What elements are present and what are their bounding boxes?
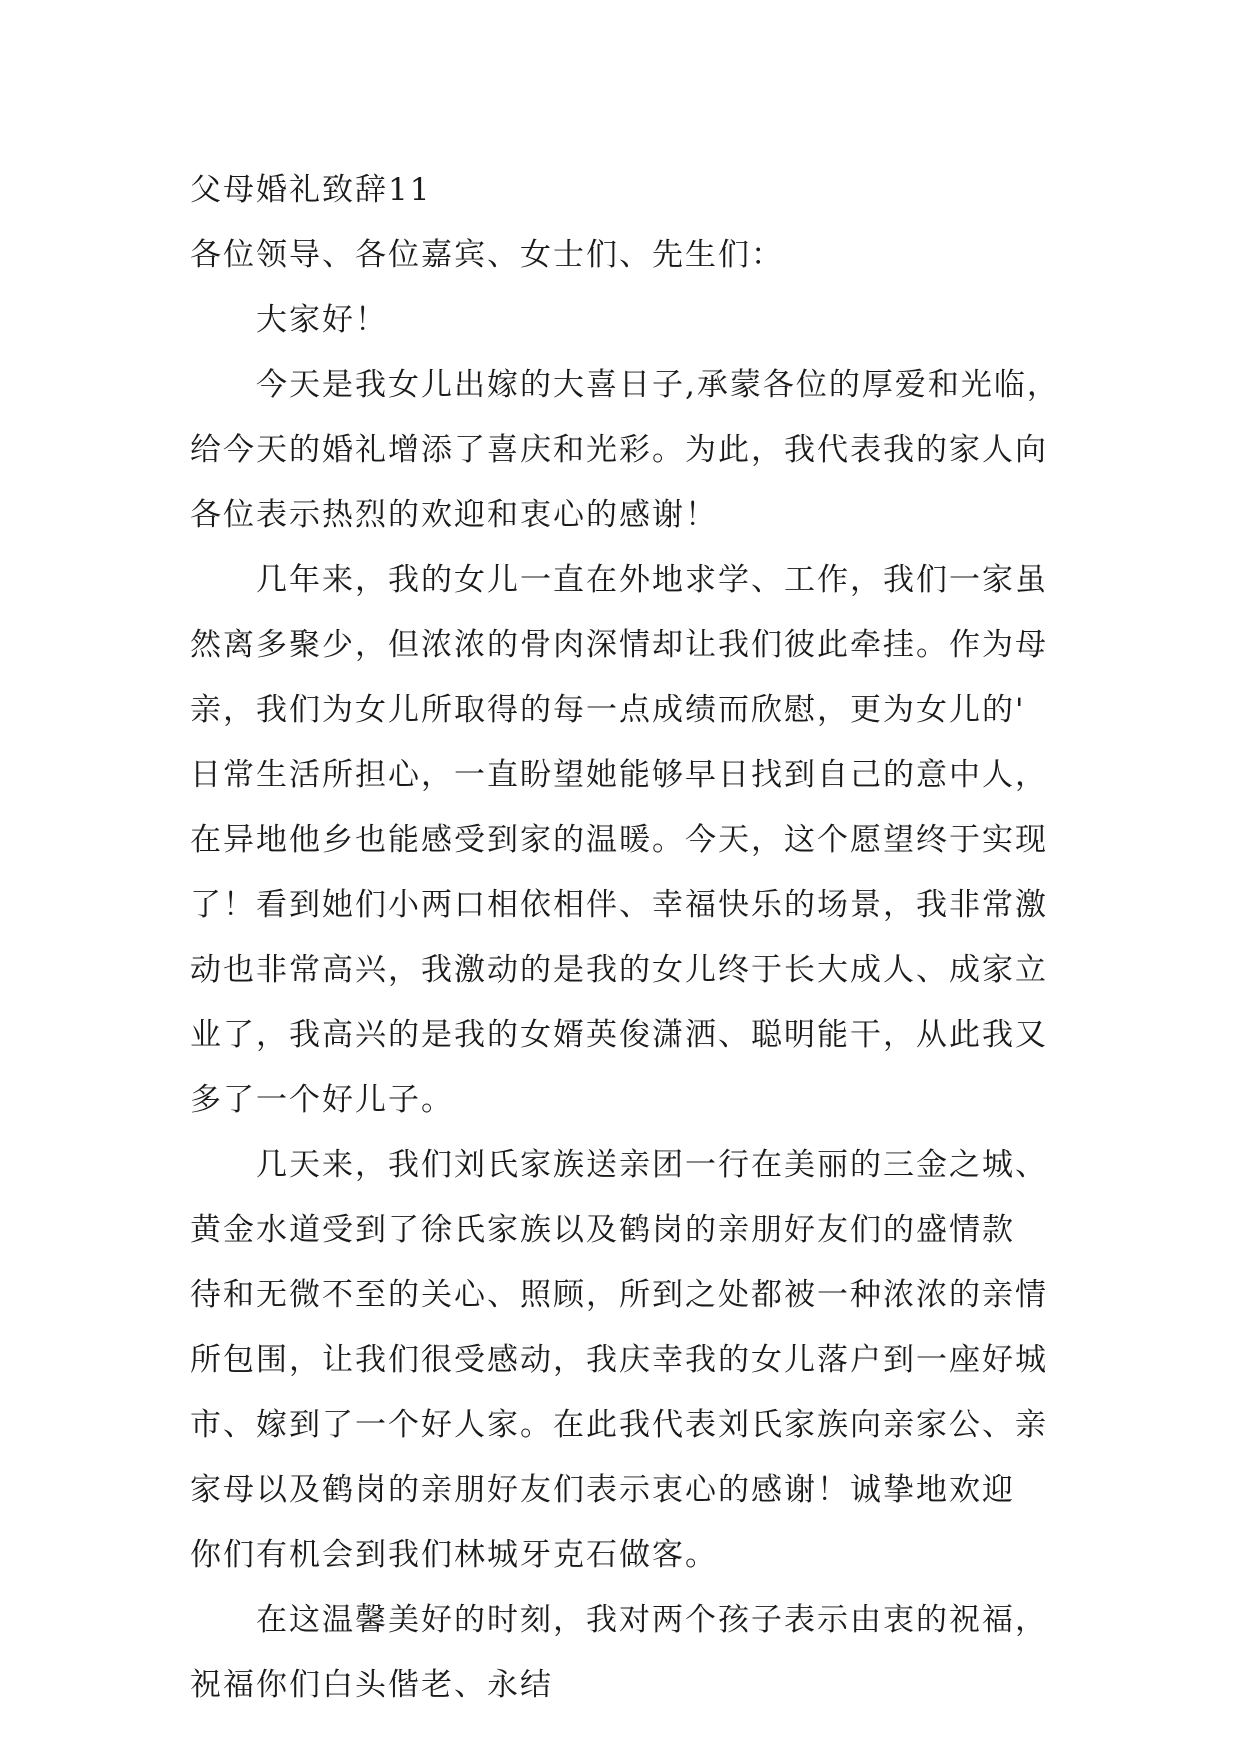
paragraph-line: 几天来，我们刘氏家族送亲团一行在美丽的三金之城、 (256, 1147, 1048, 1183)
paragraph-2 (190, 548, 1070, 1133)
paragraph-line: 在异地他乡也能感受到家的温暖。今天，这个愿望终于实现 (190, 822, 1048, 858)
paragraph-line: 黄金水道受到了徐氏家族以及鹤岗的亲朋好友们的盛情款 (190, 1212, 1015, 1248)
paragraph-line: 市、嫁到了一个好人家。在此我代表刘氏家族向亲家公、亲 (190, 1407, 1048, 1443)
paragraph-line: 然离多聚少，但浓浓的骨肉深情却让我们彼此牵挂。作为母 (190, 627, 1048, 663)
paragraph-line: 动也非常高兴，我激动的是我的女儿终于长大成人、成家立 (190, 952, 1048, 988)
greeting: 大家好！ (256, 302, 388, 338)
paragraph-line: 给今天的婚礼增添了喜庆和光彩。为此，我代表我的家人向 (190, 432, 1048, 468)
paragraph-line: 在这温馨美好的时刻，我对两个孩子表示由衷的祝福， (256, 1602, 1048, 1638)
paragraph-line: 待和无微不至的关心、照顾，所到之处都被一种浓浓的亲情 (190, 1277, 1048, 1313)
paragraph-line: 祝福你们白头偕老、永结 (190, 1667, 553, 1703)
paragraph-line: 亲，我们为女儿所取得的每一点成绩而欣慰，更为女儿的' (190, 692, 1026, 728)
paragraph-line: 家母以及鹤岗的亲朋好友们表示衷心的感谢！诚挚地欢迎 (190, 1472, 1015, 1508)
document-page (190, 158, 1070, 1718)
paragraph-line: 多了一个好儿子。 (190, 1082, 454, 1118)
paragraph-line: 日常生活所担心，一直盼望她能够早日找到自己的意中人， (190, 757, 1048, 793)
document-title: 父母婚礼致辞11 (190, 172, 432, 208)
paragraph-line: 你们有机会到我们林城牙克石做客。 (190, 1537, 718, 1573)
paragraph-line: 各位表示热烈的欢迎和衷心的感谢！ (190, 497, 718, 533)
paragraph-line: 几年来，我的女儿一直在外地求学、工作，我们一家虽 (256, 562, 1048, 598)
paragraph-line: 所包围，让我们很受感动，我庆幸我的女儿落户到一座好城 (190, 1342, 1048, 1378)
paragraph-line: 业了，我高兴的是我的女婿英俊潇洒、聪明能干，从此我又 (190, 1017, 1048, 1053)
salutation: 各位领导、各位嘉宾、女士们、先生们： (190, 237, 784, 273)
paragraph-3 (190, 1133, 1070, 1588)
paragraph-line: 了！看到她们小两口相依相伴、幸福快乐的场景，我非常激 (190, 887, 1048, 923)
paragraph-1 (190, 353, 1070, 548)
paragraph-line: 今天是我女儿出嫁的大喜日子,承蒙各位的厚爱和光临， (256, 367, 1060, 403)
paragraph-4 (190, 1588, 1070, 1718)
